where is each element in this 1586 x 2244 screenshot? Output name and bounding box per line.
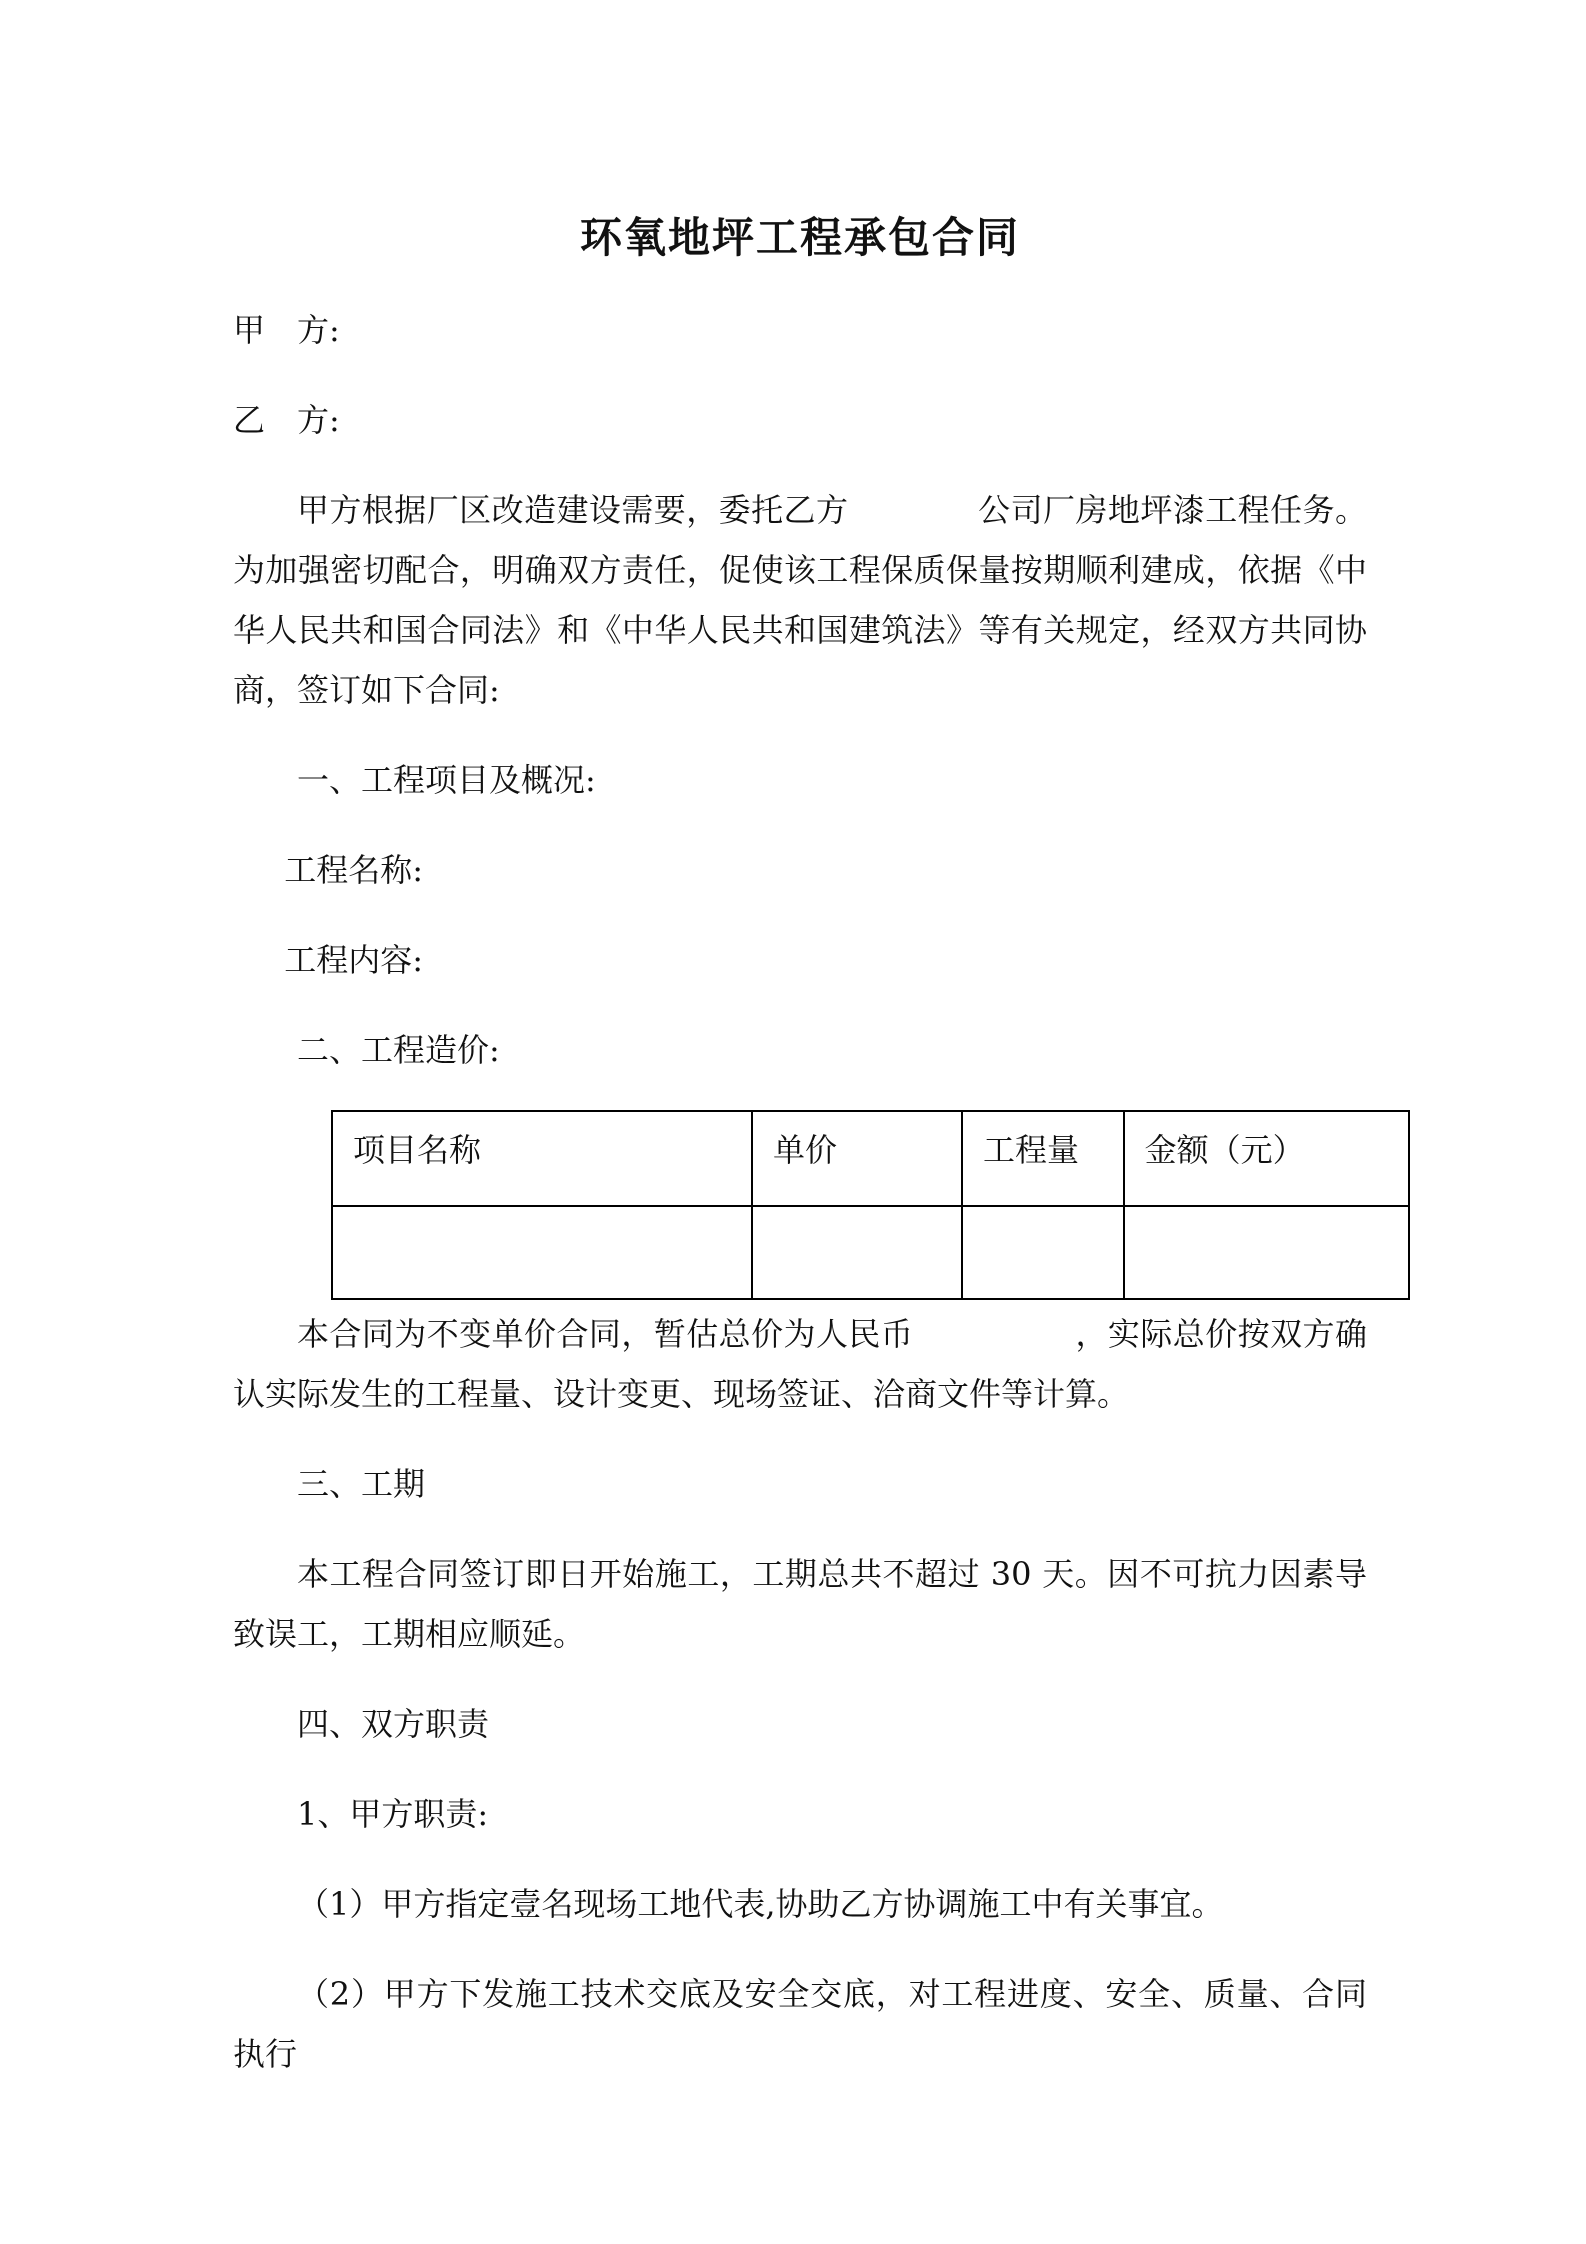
duty-item-2: （2）甲方下发施工技术交底及安全交底，对工程进度、安全、质量、合同执行 [233, 1975, 1367, 2073]
price-note-paragraph: 本合同为不变单价合同，暂估总价为人民币 ，实际总价按双方确认实际发生的工程量、设计变更、现场签证、洽商文件等计算。 [233, 1315, 1367, 1413]
section-1-heading: 一、工程项目及概况: [297, 761, 596, 799]
cost-table-data-row [332, 1206, 1409, 1299]
col-header-project-name: 项目名称 [332, 1111, 752, 1206]
cell-quantity [962, 1206, 1124, 1299]
project-name-label: 工程名称: [284, 851, 423, 889]
cost-table [331, 1110, 1410, 1300]
project-content-label: 工程内容: [284, 941, 423, 979]
page-title: 环氧地坪工程承包合同 [579, 213, 1020, 262]
party-b-line: 乙 方: [233, 401, 340, 439]
col-header-unit-price: 单价 [752, 1111, 962, 1206]
party-a-line: 甲 方: [233, 311, 340, 349]
col-header-amount: 金额（元） [1124, 1111, 1409, 1206]
cell-amount [1124, 1206, 1409, 1299]
cell-unit-price [752, 1206, 962, 1299]
intro-paragraph: 甲方根据厂区改造建设需要，委托乙方 公司厂房地坪漆工程任务。为加强密切配合，明确双方责任，促使该工程保质保量按期顺利建成，依据《中华人民共和国合同法》和《中华人民共和国建筑法》等有关规定，经双方共同协商，签订如下合同: [233, 491, 1367, 709]
cost-table-header-row [332, 1111, 1409, 1206]
duration-paragraph: 本工程合同签订即日开始施工，工期总共不超过 30 天。因不可抗力因素导致误工，工期相应顺延。 [233, 1555, 1367, 1653]
col-header-quantity: 工程量 [962, 1111, 1124, 1206]
duty-item-1: （1）甲方指定壹名现场工地代表,协助乙方协调施工中有关事宜。 [297, 1885, 1224, 1923]
section-2-heading: 二、工程造价: [297, 1031, 500, 1069]
cell-project-name [332, 1206, 752, 1299]
section-4-heading: 四、双方职责 [297, 1705, 490, 1743]
section-3-heading: 三、工期 [297, 1465, 426, 1503]
party-a-duty-heading: 1、甲方职责: [297, 1795, 489, 1833]
